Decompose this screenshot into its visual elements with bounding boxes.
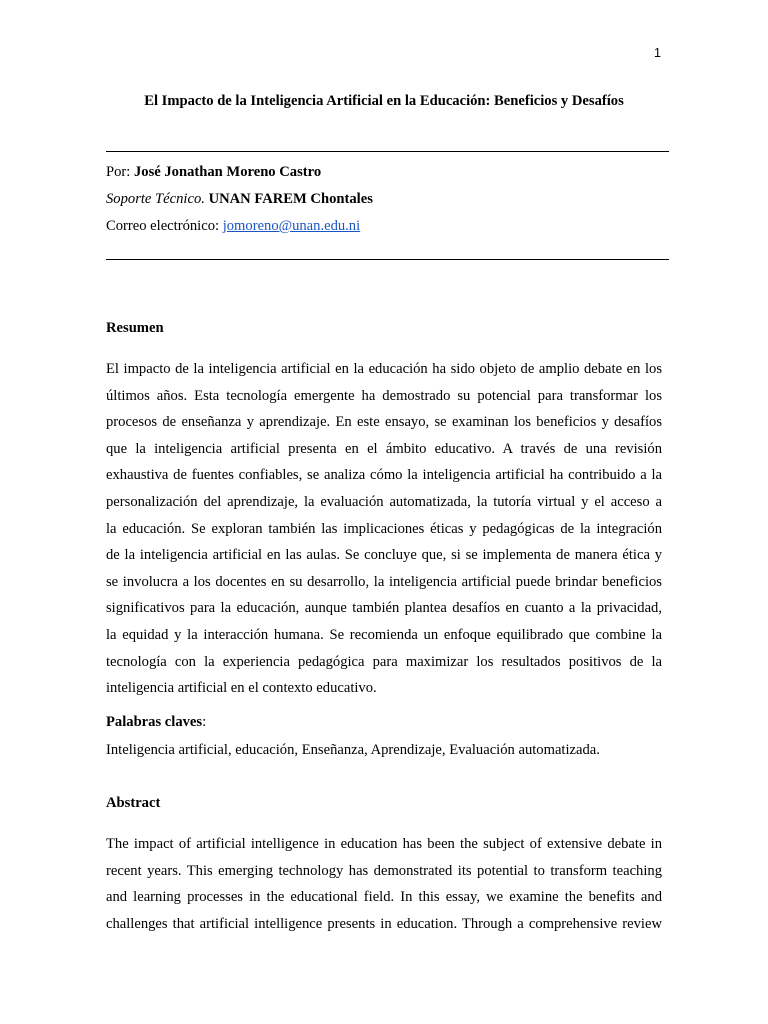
author-name: José Jonathan Moreno Castro	[133, 164, 322, 180]
resumen-line: la educación. Se exploran también las implicaciones éticas y pedagógicas de la integración	[106, 520, 662, 537]
resumen-line: inteligencia artificial en el contexto educativo.	[106, 680, 377, 697]
resumen-line: tecnología con la experiencia pedagógica para maximizar los resultados positivos de la	[106, 653, 662, 670]
resumen-line: significativos para la educación, aunque también plantea desafíos en cuanto a la privacidad,	[106, 600, 662, 617]
author-role: Soporte Técnico.	[106, 191, 205, 207]
abstract-line: and learning processes in the educational field. In this essay, we examine the benefits and	[106, 889, 662, 906]
author-institution: UNAN FAREM Chontales	[208, 191, 373, 207]
abstract-heading: Abstract	[106, 795, 161, 811]
affiliation-line	[106, 191, 373, 208]
resumen-line: El impacto de la inteligencia artificial en la educación ha sido objeto de amplio debate en los	[106, 361, 662, 377]
abstract-line: The impact of artificial intelligence in education has been the subject of extensive debate in	[106, 836, 662, 852]
resumen-paragraph	[106, 356, 662, 702]
keywords-label: Palabras claves	[106, 714, 203, 730]
abstract-line: recent years. This emerging technology has demonstrated its potential to transform teaching	[106, 862, 662, 879]
header-divider-top	[106, 151, 669, 152]
author-label: Por:	[106, 164, 134, 180]
email-line	[106, 218, 360, 235]
email-label: Correo electrónico:	[106, 218, 223, 234]
resumen-line: la equidad y la interacción humana. Se recomienda un enfoque equilibrado que combine la	[106, 626, 662, 643]
author-line	[106, 164, 321, 181]
resumen-line: de la inteligencia artificial en las aulas. Se concluye que, si se implementa de manera ética y	[106, 547, 662, 564]
page-number: 1	[654, 46, 661, 60]
resumen-line: que la inteligencia artificial presenta en el ámbito educativo. A través de una revisión	[106, 440, 662, 457]
email-link[interactable]: jomoreno@unan.edu.ni	[222, 218, 361, 234]
resumen-line: se involucra a los docentes en su desarrollo, la inteligencia artificial puede brindar beneficios	[106, 573, 662, 590]
keywords-heading	[106, 714, 206, 731]
resumen-line: procesos de enseñanza y aprendizaje. En este ensayo, se examinan los beneficios y desafíos	[106, 414, 662, 431]
header-divider-bottom	[106, 259, 669, 260]
paper-title: El Impacto de la Inteligencia Artificial en la Educación: Beneficios y Desafíos	[144, 93, 624, 109]
abstract-line: challenges that artificial intelligence presents in education. Through a comprehensive review	[106, 915, 662, 932]
resumen-line: exhaustiva de fuentes confiables, se analiza cómo la inteligencia artificial ha contribuido a la	[106, 467, 662, 484]
keywords-colon: :	[202, 714, 207, 730]
abstract-paragraph	[106, 831, 662, 937]
resumen-line: personalización del aprendizaje, la evaluación automatizada, la tutoría virtual y el acceso a	[106, 493, 662, 510]
resumen-line: últimos años. Esta tecnología emergente ha demostrado su potencial para transformar los	[106, 387, 662, 404]
resumen-heading: Resumen	[106, 320, 164, 336]
keywords-list: Inteligencia artificial, educación, Enseñanza, Aprendizaje, Evaluación automatizada.	[106, 742, 600, 758]
